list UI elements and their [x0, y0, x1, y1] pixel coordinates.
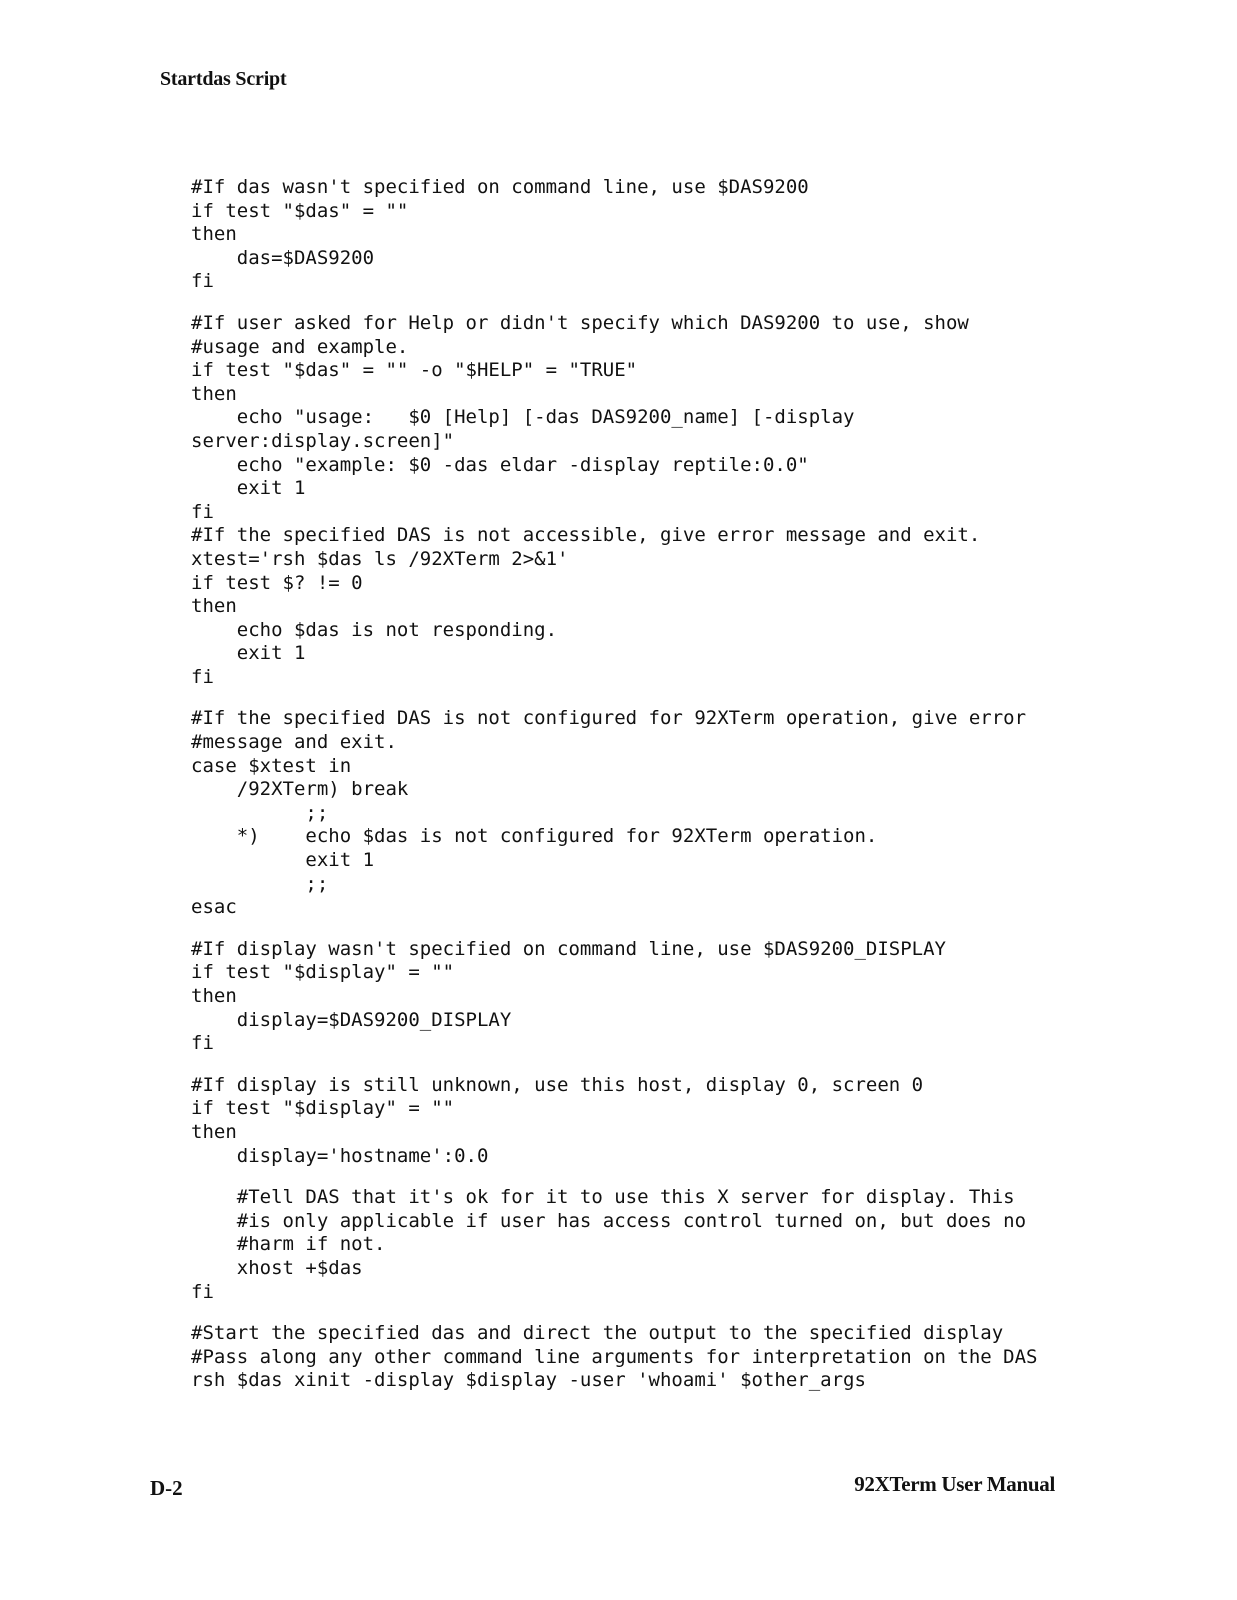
- blank-line: [191, 920, 1201, 938]
- code-line: case $xtest in: [191, 754, 352, 777]
- code-line: then: [191, 382, 237, 405]
- code-line: #If the specified DAS is not accessible, give error message and exit.: [191, 524, 981, 547]
- code-line: fi: [191, 1032, 214, 1055]
- code-line: if test "$display" = "": [191, 1097, 455, 1120]
- code-line: ;;: [191, 801, 329, 824]
- code-line: #message and exit.: [191, 731, 397, 754]
- blank-line: [191, 1304, 1201, 1322]
- code-line: then: [191, 1120, 237, 1143]
- code-line: exit 1: [191, 477, 306, 500]
- page-header: Startdas Script: [160, 68, 287, 90]
- code-line: display='hostname':0.0: [191, 1144, 489, 1167]
- code-line: if test $? != 0: [191, 571, 363, 594]
- code-line: #harm if not.: [191, 1233, 386, 1256]
- code-line: exit 1: [191, 642, 306, 665]
- code-line: echo $das is not responding.: [191, 618, 558, 641]
- code-line: #If user asked for Help or didn't specify which DAS9200 to use, show: [191, 311, 969, 334]
- code-line: #If display is still unknown, use this host, display 0, screen 0: [191, 1073, 924, 1096]
- code-line: display=$DAS9200_DISPLAY: [191, 1008, 512, 1031]
- code-line: #Start the specified das and direct the output to the specified display: [191, 1322, 1004, 1345]
- code-line: fi: [191, 1280, 214, 1303]
- blank-line: [191, 294, 1201, 312]
- code-line: *) echo $das is not configured for 92XTerm operation.: [191, 825, 878, 848]
- code-line: #If the specified DAS is not configured for 92XTerm operation, give error: [191, 707, 1027, 730]
- code-line: #If das wasn't specified on command line, use $DAS9200: [191, 176, 809, 198]
- code-line: echo "example: $0 -das eldar -display reptile:0.0": [191, 453, 809, 476]
- code-line: then: [191, 985, 237, 1007]
- code-line: server:display.screen]": [191, 429, 455, 452]
- code-line: xtest='rsh $das ls /92XTerm 2>&1': [191, 547, 569, 570]
- code-line: fi: [191, 270, 214, 293]
- code-line: #usage and example.: [191, 335, 409, 358]
- code-line: if test "$display" = "": [191, 961, 455, 984]
- blank-line: [191, 1168, 1201, 1186]
- code-line: #If display wasn't specified on command line, use $DAS9200_DISPLAY: [191, 937, 946, 960]
- script-code-block: [191, 176, 1201, 1393]
- code-line: then: [191, 595, 237, 618]
- blank-line: [191, 1056, 1201, 1074]
- manual-title: 92XTerm User Manual: [854, 1472, 1055, 1496]
- code-line: #is only applicable if user has access control turned on, but does no: [191, 1209, 1027, 1232]
- code-line: echo "usage: $0 [Help] [-das DAS9200_name] [-display: [191, 406, 855, 429]
- code-line: if test "$das" = "": [191, 199, 409, 222]
- code-line: fi: [191, 500, 214, 523]
- code-line: xhost +$das: [191, 1256, 363, 1279]
- code-line: fi: [191, 665, 214, 688]
- code-line: #Tell DAS that it's ok for it to use this X server for display. This: [191, 1186, 1015, 1209]
- code-line: /92XTerm) break: [191, 778, 409, 801]
- code-line: rsh $das xinit -display $display -user 'whoami' $other_args: [191, 1369, 866, 1392]
- code-line: exit 1: [191, 849, 375, 872]
- code-line: ;;: [191, 872, 329, 895]
- blank-line: [191, 689, 1201, 707]
- code-line: #Pass along any other command line arguments for interpretation on the DAS: [191, 1345, 1038, 1368]
- code-line: if test "$das" = "" -o "$HELP" = "TRUE": [191, 359, 638, 382]
- code-line: esac: [191, 896, 237, 919]
- code-line: then: [191, 223, 237, 246]
- page-number: D-2: [150, 1476, 183, 1500]
- code-line: das=$DAS9200: [191, 246, 375, 269]
